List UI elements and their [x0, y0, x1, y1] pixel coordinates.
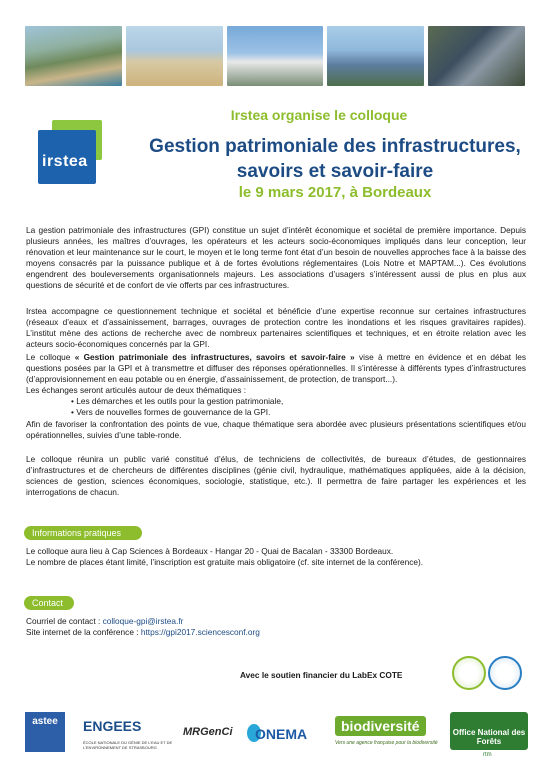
contact-email-line	[26, 616, 526, 627]
onf-logo: Office National des Forêts	[450, 712, 528, 750]
email-label: Courriel de contact :	[26, 616, 103, 626]
colloque-post: vise à mettre en évidence et en débat les questions posées par la GPI et à transmettre et diffuser des réponses opérationnelles. Il s’intéresse à différents types d’infrastructures (d’approvisionnement en eau potable ou en énergie, d’assainissement, de protection, de transport...).	[26, 352, 526, 385]
colloque-title-strong: « Gestion patrimoniale des infrastructures, savoirs et savoir-faire »	[74, 352, 355, 362]
list-item: • Vers de nouvelles formes de gouvernance de la GPI.	[71, 407, 526, 418]
rtm-logo: rtm	[483, 752, 492, 758]
event-date: le 9 mars 2017, à Bordeaux	[238, 184, 432, 201]
conference-site-link[interactable]: https://gpi2017.sciencesconf.org	[140, 627, 260, 638]
paragraph-colloque	[26, 352, 526, 441]
partner-logos	[25, 712, 530, 762]
photo-bridge	[327, 26, 424, 86]
onema-logo: ONEMA	[255, 726, 308, 742]
paragraph-format: Afin de favoriser la confrontation des points de vue, chaque thématique sera abordée avec plusieurs présentations scientifiques et/ou opérationnelles, suivies d’une table-ronde.	[26, 418, 526, 440]
section-label-contact: Contact	[24, 596, 74, 610]
list-item: • Les démarches et les outils pour la gestion patrimoniale,	[71, 396, 526, 407]
engees-subtitle: ÉCOLE NATIONALE DU GÉNIE DE L’EAU ET DE L’ENVIRONNEMENT DE STRASBOURG	[83, 740, 173, 750]
logo-text: irstea	[42, 153, 88, 170]
colloque-pre: Le colloque	[26, 352, 75, 362]
astee-logo: astee	[25, 712, 65, 752]
paragraph-intro: La gestion patrimoniale des infrastructures (GPI) constitue un sujet d’intérêt économique et sociétal de première importance. Depuis plusieurs années, les maîtres d’ouvrages, les opérateurs et les acteurs socio-économiques impliqués dans leur conception, leur rénovation et leur maintenance sur le court, le moyen et le long terme font état d’un besoin de nouvelles approches face à la baisse des moyens consacrés par la puissance publique et à de fortes évolutions réglementaires (Lois Notre et MAPTAM...). Ces évolutions engendrent des bouleversements organisationnels majeurs. Les associations d’usagers s’intéressent aussi de plus en plus aux questions de sécurité et de confort de vie offerts par ces infrastructures.	[26, 225, 526, 291]
photo-coastline	[25, 26, 122, 86]
themes-intro: Les échanges seront articulés autour de deux thématiques :	[26, 385, 247, 396]
themes-list	[26, 396, 526, 418]
labex-badge-icon	[452, 656, 486, 690]
paragraph-audience: Le colloque réunira un public varié constitué d’élus, de techniciens de collectivités, de bureaux d’études, de gestionnaires d’infrastructures et de chercheurs de différentes disciplines (génie civil, hydraulique, mathématiques appliquées, aide à la décision, sciences de gestion, sciences économiques, sociologie, statistique, etc.). Il permettra de faire partager les expériences et les interrogations de chacun.	[26, 454, 526, 498]
page-title	[130, 134, 540, 184]
photo-beach	[126, 26, 223, 86]
practical-registration: Le nombre de places étant limité, l’inscription est gratuite mais obligatoire (cf. site internet de la conférence).	[26, 557, 424, 568]
labex-seal-icon	[488, 656, 522, 690]
title-line-1: Gestion patrimoniale des infrastructures,	[149, 136, 521, 157]
title-line-2: savoirs et savoir-faire	[236, 161, 434, 182]
practical-location: Le colloque aura lieu à Cap Sciences à Bordeaux - Hangar 20 - Quai de Bacalan - 33300 Bordeaux.	[26, 546, 394, 556]
funding-note: Avec le soutien financier du LabEx COTE	[240, 670, 403, 680]
site-label: Site internet de la conférence :	[26, 627, 141, 638]
section-label-practical: Informations pratiques	[24, 526, 142, 540]
contact-site-line	[26, 627, 526, 638]
biodiversite-subtitle: Vers une agence française pour la biodiversité	[335, 740, 438, 746]
practical-info	[26, 546, 526, 568]
paragraph-colloque-main	[26, 352, 526, 385]
photo-pipe	[428, 26, 525, 86]
irstea-logo	[38, 120, 102, 184]
paragraph-irstea: Irstea accompagne ce questionnement technique et sociétal et bénéficie d’une expertise reconnue sur certaines infrastructures (réseaux d’eaux et d’assainissement, barrages, ouvrages de protection contre les inondations et les risques gravitaires rapides). L’institut mène des actions de recherche avec de nombreux partenaires scientifiques et techniques, et en étroite relation avec les acteurs socio-économiques concernés par la GPI.	[26, 306, 526, 350]
photo-water-tower	[227, 26, 324, 86]
contact-email-link[interactable]: colloque-gpi@irstea.fr	[102, 616, 184, 626]
engees-logo: ENGEES	[83, 718, 142, 734]
biodiversite-logo: biodiversité	[335, 716, 426, 736]
kicker-heading: Irstea organise le colloque	[230, 107, 408, 123]
mrgenci-logo: MRGenCi	[183, 726, 233, 738]
header-photo-strip	[25, 26, 525, 86]
contact-info	[26, 616, 526, 638]
